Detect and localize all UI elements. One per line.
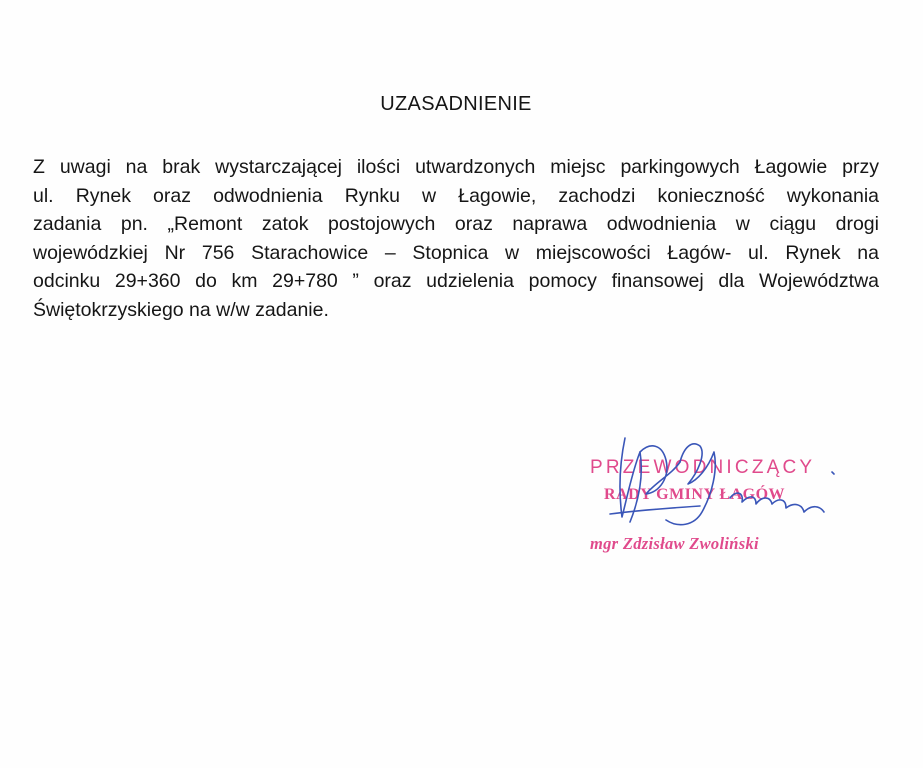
official-stamp xyxy=(580,432,850,562)
stamp-council-name: RADY GMINY ŁAGÓW xyxy=(604,486,786,503)
paragraph-line: ul. Rynek oraz odwodnienia Rynku w Łagowie, zachodzi konieczność wykonania xyxy=(33,184,879,207)
paragraph-line: Świętokrzyskiego na w/w zadanie. xyxy=(33,298,329,321)
document-heading: UZASADNIENIE xyxy=(380,93,532,115)
paragraph-line: odcinku 29+360 do km 29+780 ” oraz udzielenia pomocy finansowej dla Województwa xyxy=(33,270,879,292)
paragraph-line: zadania pn. „Remont zatok postojowych oraz naprawa odwodnienia w ciągu drogi xyxy=(33,213,879,235)
stamp-title: PRZEWODNICZĄCY xyxy=(590,457,816,478)
stamp-signatory-name: mgr Zdzisław Zwoliński xyxy=(590,534,759,553)
paragraph-line: Z uwagi na brak wystarczającej ilości utwardzonych miejsc parkingowych Łagowie przy xyxy=(33,156,879,178)
paragraph-line: wojewódzkiej Nr 756 Starachowice – Stopnica w miejscowości Łagów- ul. Rynek na xyxy=(33,241,879,264)
justification-paragraph xyxy=(33,153,879,324)
